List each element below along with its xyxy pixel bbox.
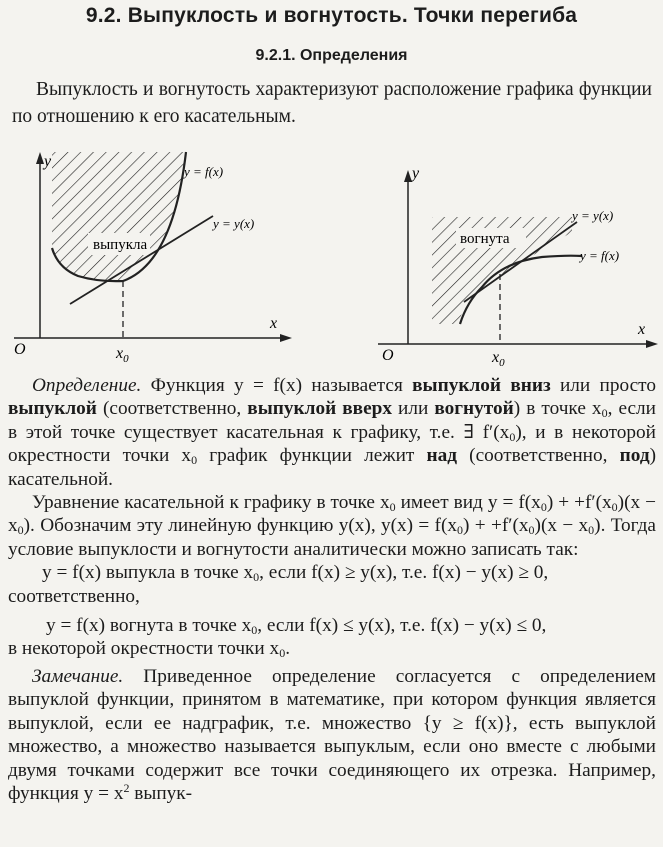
- convex-condition: y = f(x) выпукла в точке $x_0$, если f(x) ≥ y(x), т.е. f(x) − y(x) ≥ 0,: [42, 562, 549, 585]
- definition-paragraph: Определение. Функция y = f(x) называется выпуклой вниз или просто выпуклой (соответственно, выпуклой вверх или вогнутой) в точке $x_0$, если в этой точке существует касательная к графику, т.е. ∃ $f'(x_0)$, и в некоторой окрестности точки $x_0$ график функции лежит над (соответственно, под) касательной.: [8, 375, 657, 490]
- function-formula: y = f(x): [234, 375, 303, 396]
- curve-label: y = f(x): [580, 248, 620, 263]
- origin-label: O: [14, 341, 26, 358]
- term-convex-up: выпуклой вверх: [247, 398, 392, 420]
- origin-label: O: [382, 347, 394, 364]
- figure-concave-svg: [372, 162, 662, 372]
- concave-condition: y = f(x) вогнута в точке $x_0$, если f(x) ≤ y(x), т.е. f(x) − y(x) ≤ 0,: [46, 615, 547, 638]
- x-axis-label: x: [638, 321, 646, 338]
- term-above: над: [426, 445, 458, 467]
- y-axis-label: y: [44, 153, 52, 170]
- tangent-label: y = y(x): [572, 208, 614, 223]
- subsection-title: 9.2.1. Определения: [255, 47, 408, 64]
- term-convex-down: выпуклой вниз: [412, 375, 551, 396]
- subgraph-hatch: [432, 202, 582, 327]
- x-arrow-icon: [646, 340, 658, 348]
- x-axis-label: x: [270, 315, 278, 332]
- section-title: 9.2. Выпуклость и вогнутость. Точки перегиба: [85, 4, 578, 27]
- tangent-label: y = y(x): [213, 216, 255, 231]
- neighborhood-line: в некоторой окрестности точки $x_0$.: [8, 638, 291, 661]
- definition-lead: Определение.: [32, 375, 142, 396]
- region-label: выпукла: [93, 237, 148, 253]
- x-arrow-icon: [280, 334, 292, 342]
- intro-paragraph: Выпуклость и вогнутость характеризуют расположение графика функции по отношению к его касательным.: [12, 79, 652, 127]
- x0-label: $x_0$: [492, 349, 505, 369]
- remark-paragraph: Замечание. Приведенное определение согласуется с определением выпуклой функции, принятом в математике, при котором функция является выпуклой, если ее надграфик, т.е. множество {y ≥ f(x)}, есть выпуклой множество, а множество называется выпуклым, если оно вместе с любыми двумя точками содержит все точки соединяющего их отрезка. Например, функция $y = x^2$ выпук-: [8, 665, 656, 804]
- figure-convex-svg: [8, 148, 298, 370]
- body-text: [8, 374, 656, 805]
- y-arrow-icon: [404, 170, 412, 182]
- term-convex: выпуклой: [8, 398, 97, 420]
- remark-lead: Замечание.: [32, 665, 124, 687]
- curve-label: y = f(x): [184, 164, 224, 179]
- x0-label: $x_0$: [116, 345, 129, 365]
- y-arrow-icon: [36, 152, 44, 164]
- respectively-line: соответственно,: [8, 585, 140, 607]
- term-concave: вогнутой: [434, 398, 514, 420]
- term-below: под: [619, 445, 650, 467]
- region-label: вогнута: [460, 231, 510, 247]
- tangent-paragraph: Уравнение касательной к графику в точке $x_0$ имеет вид $y = f(x_0) + +f'(x_0)(x - x_0)$. Обозначим эту линейную функцию y(x), $y(x) = f(x_0) + +f'(x_0)(x - x_0)$. Тогда условие выпуклости и вогнутости аналитически можно записать так:: [8, 492, 656, 560]
- figure-convex: [8, 148, 298, 370]
- y-axis-label: y: [412, 165, 420, 182]
- figure-concave: [372, 162, 662, 372]
